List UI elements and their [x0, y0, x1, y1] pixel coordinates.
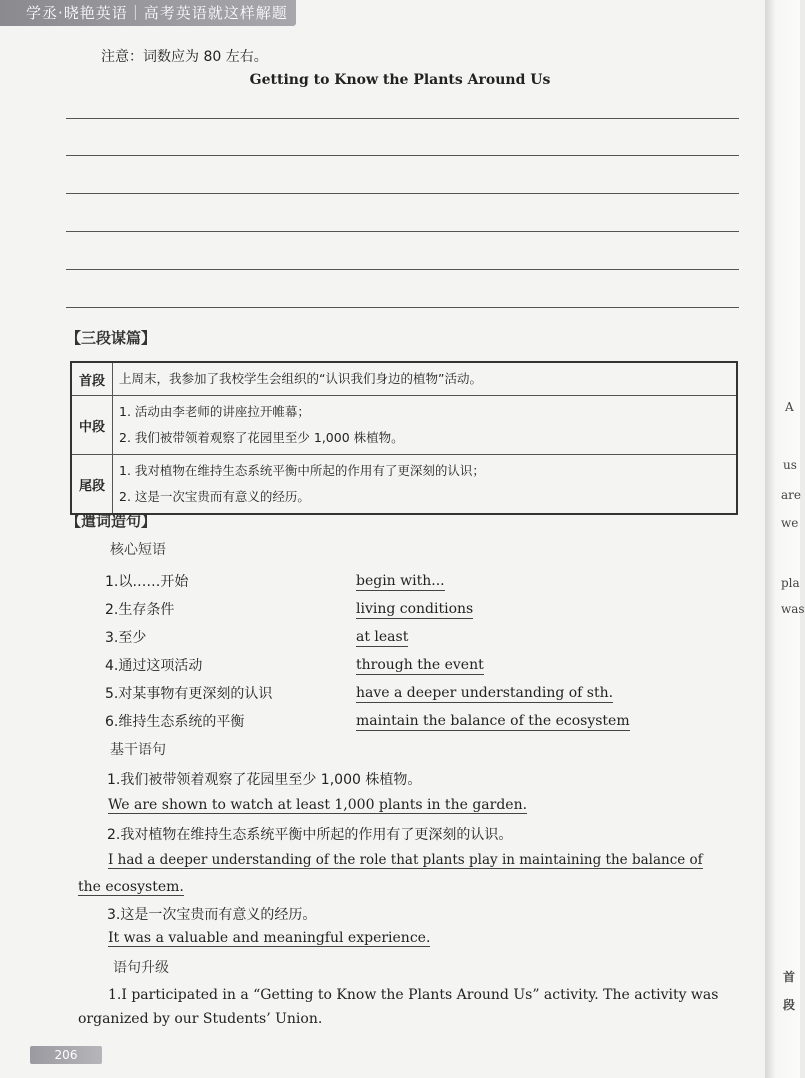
sentence-en: It was a valuable and meaningful experience.: [108, 930, 431, 946]
plan-line: 上周末，我参加了我校学生会组织的“认识我们身边的植物”活动。: [119, 371, 482, 386]
edge-fragment: pla: [781, 576, 800, 590]
phrase-cn: 3.至少: [105, 630, 147, 646]
edge-fragment: 首: [783, 970, 796, 984]
phrase-en: living conditions: [356, 601, 474, 617]
row-label: 尾段: [71, 455, 113, 515]
table-row: [71, 455, 737, 515]
sentence-cn: 1.我们被带领着观察了花园里至少 1,000 株植物。: [107, 772, 422, 788]
plan-line: 1. 我对植物在维持生态系统平衡中所起的作用有了更深刻的认识；: [119, 463, 485, 478]
plan-line: 2. 这是一次宝贵而有意义的经历。: [119, 489, 310, 504]
phrase-cn: 1.以……开始: [105, 574, 189, 590]
row-label: 首段: [71, 362, 113, 396]
edge-fragment: we: [781, 516, 799, 530]
sentences-title: 基干语句: [110, 742, 166, 758]
edge-fragment: 段: [783, 998, 796, 1012]
phrase-cn: 5.对某事物有更深刻的认识: [105, 686, 273, 702]
writing-line: [66, 231, 739, 232]
next-page-edge: [765, 0, 805, 1078]
edge-fragment: are: [781, 488, 801, 502]
plan-line: 2. 我们被带领着观察了花园里至少 1,000 株植物。: [119, 430, 404, 445]
vocab-heading: 【遣词造句】: [66, 512, 157, 530]
phrase-en: at least: [356, 629, 409, 645]
phrase-en: begin with...: [356, 573, 445, 589]
sentence-en: We are shown to watch at least 1,000 plants in the garden.: [108, 797, 528, 813]
plan-line: 1. 活动由李老师的讲座拉开帷幕；: [119, 404, 310, 419]
table-row: [71, 396, 737, 455]
phrase-en: have a deeper understanding of sth.: [356, 685, 614, 701]
phrase-cn: 4.通过这项活动: [105, 658, 203, 674]
phrase-en: through the event: [356, 657, 484, 673]
edge-fragment: A: [785, 400, 794, 414]
sentence-cn: 2.我对植物在维持生态系统平衡中所起的作用有了更深刻的认识。: [107, 827, 513, 843]
writing-line: [66, 269, 739, 270]
word-count-note: 注意：词数应为 80 左右。: [101, 49, 268, 65]
header-banner: 学丞·晓艳英语｜高考英语就这样解题: [0, 0, 296, 26]
paragraph-plan-table: [70, 361, 738, 515]
edge-fragment: was: [781, 602, 805, 616]
edge-fragment: us: [783, 458, 797, 472]
row-label: 中段: [71, 396, 113, 455]
phrase-en: maintain the balance of the ecosystem: [356, 713, 630, 729]
phrase-cn: 2.生存条件: [105, 602, 175, 618]
plan-heading: 【三段谋篇】: [66, 329, 157, 347]
writing-line: [66, 155, 739, 156]
writing-line: [66, 193, 739, 194]
phrase-cn: 6.维持生态系统的平衡: [105, 714, 245, 730]
writing-line: [66, 307, 739, 308]
table-row: [71, 362, 737, 396]
page-number: 206: [30, 1046, 102, 1064]
essay-title: Getting to Know the Plants Around Us: [249, 72, 551, 88]
phrases-title: 核心短语: [110, 542, 166, 558]
sentence-en: I had a deeper understanding of the role that plants play in maintaining the balance of: [108, 852, 703, 868]
upgrade-title: 语句升级: [113, 960, 169, 976]
sentence-cn: 3.这是一次宝贵而有意义的经历。: [107, 907, 317, 923]
sentence-en-continued: the ecosystem.: [78, 879, 184, 895]
writing-line: [66, 118, 739, 119]
upgrade-sentence: 1.I participated in a “Getting to Know the Plants Around Us” activity. The activity was organized by our Students’ Union.: [78, 987, 719, 1027]
